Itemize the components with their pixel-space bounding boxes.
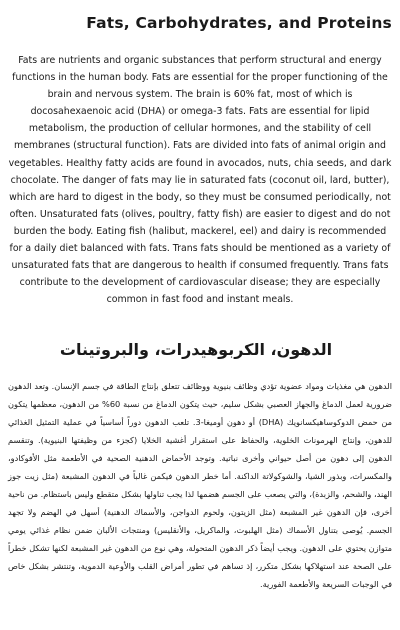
english-title: Fats, Carbohydrates, and Proteins <box>86 14 392 32</box>
arabic-paragraph: الدهون هي مغذيات ومواد عضوية تؤدي وظائف بنيوية ووظائف تتعلق بإنتاج الطاقة في جسم الإنسان. وتعد الدهون ضرورية لعمل الدماغ والجهاز العصبي بشكل سليم، حيث يتكون الدماغ من نسبة 60% من الدهون، معظمها يتكون من حمض الدوكوساهيكسانويك (DHA) أو دهون أوميغا-3. تلعب الدهون دوراً أساسياً في عملية التمثيل الغذائي للدهون، وإنتاج الهرمونات الخلوية، والحفاظ على استقرار أغشية الخلايا (كجزء من وظيفتها البنيوية). وتنقسم الدهون إلى دهون من أصل حيواني وأخرى نباتية. وتوجد الأحماض الدهنية الصحية في الأطعمة مثل الأفوكادو، والمكسرات، وبذور الشيا، والشوكولاتة الداكنة. أما خطر الدهون فيكمن غالباً في الدهون المشبعة (مثل زيت جوز الهند، والشحم، والزبدة)، والتي يصعب على الجسم هضمها لذا يجب تناولها بشكل متقطع وليس باستظام. من ناحية أخرى، فإن الدهون غير المشبعة (مثل الزيتون، ولحوم الدواجن، والأسماك الدهنية) أسهل في الهضم ولا تجهد الجسم. يُوصى بتناول الأسماك (مثل الهلبوت، والماكريل، والأنقليس) ومنتجات الألبان ضمن نظام غذائي يومي متوازن يحتوي على الدهون. ويجب أيضاً ذكر الدهون المتحولة، وهي نوع من الدهون غير المشبعة لكنها تشكل خطراً على الصحة عند استهلاكها بشكل متكرر، إذ تساهم في تطور أمراض القلب والأوعية الدموية، وتنتشر بشكل خاص في الوجبات السريعة والأطعمة الفورية. <box>8 381 393 589</box>
arabic-title: الدهون، الكربوهيدرات، والبروتينات <box>59 340 333 359</box>
english-paragraph: Fats are nutrients and organic substances that perform structural and energy functions in the human body. Fats are essential for the proper functioning of the brain and nervous system. The brain is 60% fat, most of which is docosahexaenoic acid (DHA) or omega-3 fats. Fats are essential for lipid metabolism, the production of cellular hormones, and the stability of cell membranes (structural function). Fats are divided into fats of animal origin and vegetables. Healthy fatty acids are found in avocados, nuts, chia seeds, and dark chocolate. The danger of fats may lie in saturated fats (coconut oil, lard, butter), which are hard to digest in the body, so they must be consumed periodically, not often. Unsaturated fats (olives, poultry, fatty fish) are easier to digest and do not burden the body. Eating fish (halibut, mackerel, eel) and dairy is recommended for a daily diet balanced with fats. Trans fats should be mentioned as a variety of unsaturated fats that are dangerous to health if consumed frequently. Trans fats contribute to the development of cardiovascular disease; they are especially common in fast food and instant meals. <box>8 55 392 306</box>
